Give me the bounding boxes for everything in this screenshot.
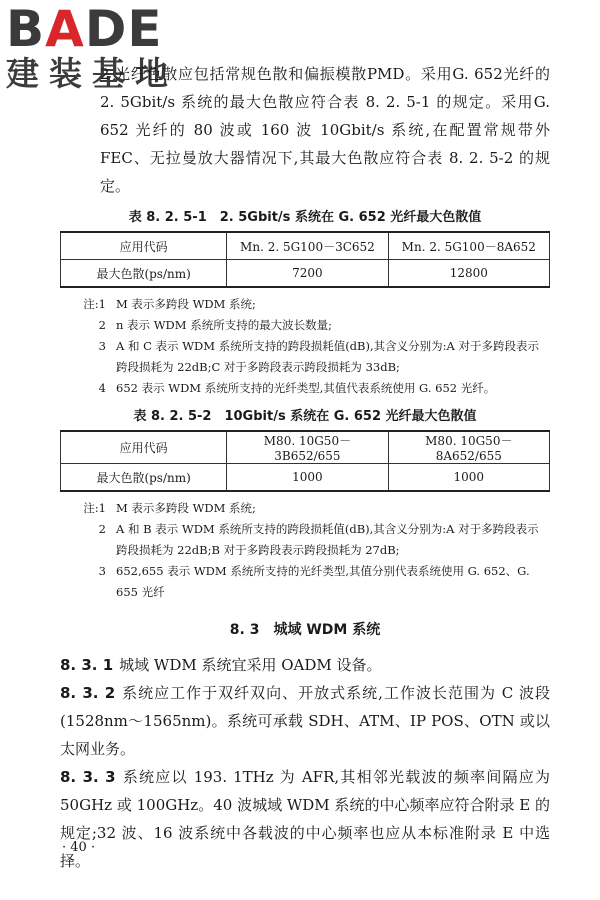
table-cell: 1000: [388, 464, 549, 492]
table-header-cell: M80. 10G50－3B652/655: [227, 431, 388, 464]
table-row: [61, 431, 550, 464]
clause-text: 系统应以 193. 1THz 为 AFR,其相邻光载波的频率间隔应为 50GHz 或 100GHz。40 波城域 WDM 系统的中心频率应符合附录 E 的规定;32 波、16 波系统中各载波的中心频率也应从本标准附录 E 中选择。: [60, 768, 551, 870]
table-header-cell: Mn. 2. 5G100－8A652: [388, 232, 549, 260]
brand-logo-text: BADE: [6, 0, 163, 58]
brand-logo-chinese: 建装基地: [6, 54, 178, 93]
table2: [60, 430, 550, 492]
table-cell: 7200: [227, 260, 388, 288]
clause-paragraph: [60, 679, 550, 763]
table-cell: 1000: [227, 464, 388, 492]
document-page: [60, 60, 550, 875]
section-heading: 8. 3 城域 WDM 系统: [229, 622, 381, 638]
note-item: 3 652,655 表示 WDM 系统所支持的光纤类型,其值分别代表系统使用 G. 652、G. 655 光纤: [98, 564, 530, 599]
note-item: 注:1 M 表示多跨段 WDM 系统;: [83, 501, 256, 515]
note-item: 注:1 M 表示多跨段 WDM 系统;: [83, 297, 256, 311]
table-row: [61, 464, 550, 492]
note-item: 3 A 和 C 表示 WDM 系统所支持的跨段损耗值(dB),其含义分别为:A 对于多跨段表示跨段损耗为 22dB;C 对于多跨段表示跨段损耗为 33dB;: [98, 339, 539, 374]
intro-paragraph: 2 光纤色散应包括常规色散和偏振模散PMD。采用G. 652光纤的 2. 5Gbit/s 系统的最大色散应符合表 8. 2. 5-1 的规定。采用G. 652 光纤的 80 波或 160 波 10Gbit/s 系统,在配置常规带外 FEC、无拉曼放大器情况下,其最大色散应符合表 8. 2. 5-2 的规定。: [100, 65, 550, 195]
clause-paragraph: [60, 651, 550, 679]
page-number: · 40 ·: [62, 840, 96, 855]
table2-notes: [60, 498, 550, 603]
table-header-cell: Mn. 2. 5G100－3C652: [227, 232, 388, 260]
table2-title: 表 8. 2. 5-2 10Gbit/s 系统在 G. 652 光纤最大色散值: [133, 409, 477, 424]
clause-text: 系统应工作于双纤双向、开放式系统,工作波长范围为 C 波段(1528nm～1565nm)。系统可承载 SDH、ATM、IP POS、OTN 或以太网业务。: [60, 684, 550, 758]
table-cell: 最大色散(ps/nm): [61, 260, 227, 288]
table1-notes: [60, 294, 550, 399]
table1: [60, 231, 550, 288]
note-item: 2 A 和 B 表示 WDM 系统所支持的跨段损耗值(dB),其含义分别为:A 对于多跨段表示跨段损耗为 22dB;B 对于多跨段表示跨段损耗为 27dB;: [98, 522, 539, 557]
table-header-cell: 应用代码: [61, 431, 227, 464]
note-item: 2 n 表示 WDM 系统所支持的最大波长数量;: [98, 318, 333, 332]
clause-text: 城域 WDM 系统宜采用 OADM 设备。: [119, 656, 382, 674]
note-item: 4 652 表示 WDM 系统所支持的光纤类型,其值代表系统使用 G. 652 光纤。: [98, 381, 496, 395]
clause-number: 8. 3. 2: [60, 684, 116, 702]
table-cell: 12800: [388, 260, 549, 288]
table-header-cell: 应用代码: [61, 232, 227, 260]
table-cell: 最大色散(ps/nm): [61, 464, 227, 492]
clause-paragraph: [60, 763, 550, 875]
table-row: [61, 260, 550, 288]
clause-number: 8. 3. 3: [60, 768, 116, 786]
table-header-cell: M80. 10G50－8A652/655: [388, 431, 549, 464]
table1-title: 表 8. 2. 5-1 2. 5Gbit/s 系统在 G. 652 光纤最大色散值: [128, 210, 482, 225]
table-row: [61, 232, 550, 260]
clause-number: 8. 3. 1: [60, 656, 114, 674]
